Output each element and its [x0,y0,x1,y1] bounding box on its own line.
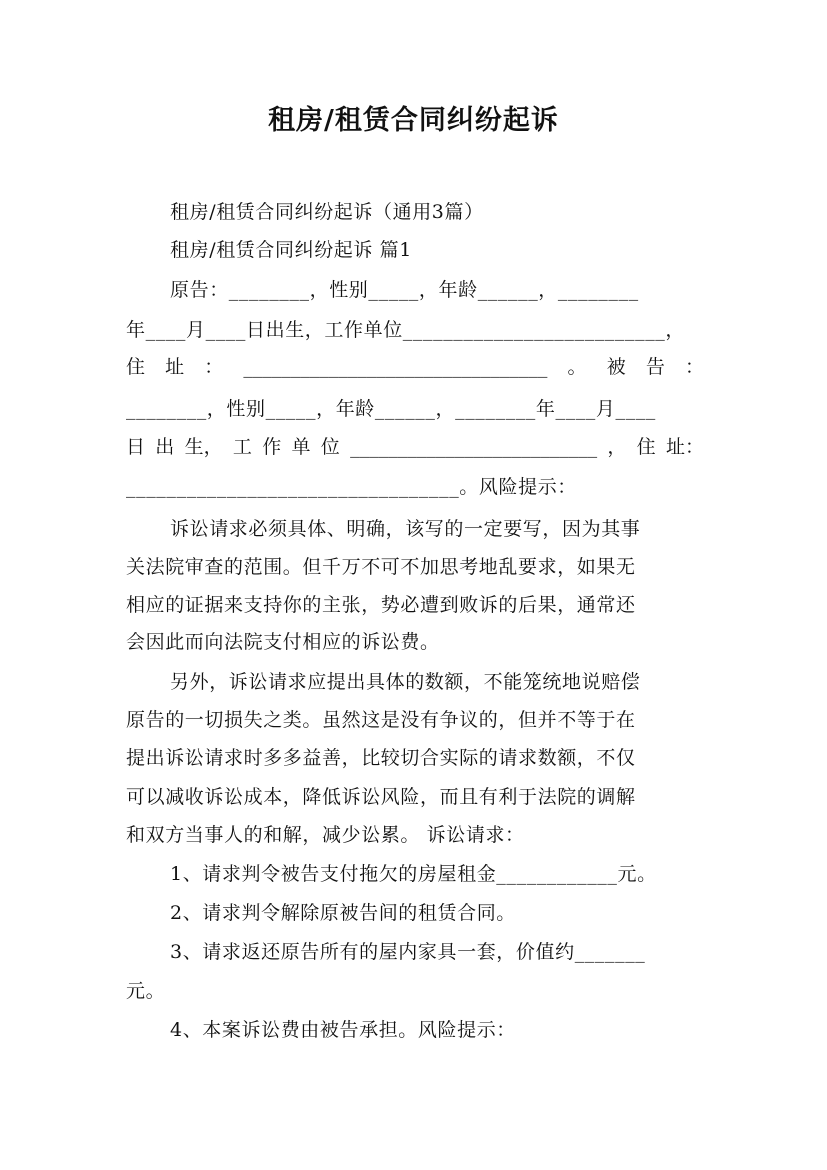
defendant-label: 被 [606,356,626,378]
address-label: 住 [126,356,146,378]
defendant-work-line: 日 出 生， 工 作 单 位 __________________________ ， 住 址： [126,436,704,458]
plaintiff-line: 原告：________，性别_____，年龄______，________ [170,279,639,301]
paragraph-line: 关法院审查的范围。但千万不可不加思考地乱要求，如果无 [126,556,636,578]
paragraph-line: 可以减收诉讼成本，降低诉讼风险，而且有利于法院的调解 [126,786,636,808]
paragraph-line: 和双方当事人的和解，减少讼累。 诉讼请求： [126,824,525,846]
claim-item-1: 1、请求判令被告支付拖欠的房屋租金____________元。 [170,863,657,885]
risk-tip-line: _________________________________。风险提示： [126,476,577,498]
claim-item-3: 3、请求返还原告所有的屋内家具一套，价值约_______ [170,941,646,963]
section-heading: 租房/租赁合同纠纷起诉 篇1 [170,239,412,261]
paragraph-line: 相应的证据来支持你的主张，势必遭到败诉的后果，通常还 [126,594,636,616]
paragraph-line: 原告的一切损失之类。虽然这是没有争议的，但并不等于在 [126,709,636,731]
address-blank: ________________________________ [243,356,548,378]
claim-item-3-cont: 元。 [126,980,166,1002]
paragraph-line: 提出诉讼请求时多多益善，比较切合实际的请求数额，不仅 [126,747,636,769]
address-line: 住 址 ： ________________________________ 。 被 告 ： [126,353,704,381]
document-title: 租房/租赁合同纠纷起诉 [268,105,559,136]
claim-item-4: 4、本案诉讼费由被告承担。风险提示： [170,1019,516,1041]
plaintiff-birth-line: 年____月____日出生，工作单位__________________________， [126,319,686,341]
defendant-line: ________，性别_____，年龄______，________年____月____ [126,398,656,420]
paragraph-line: 诉讼请求必须具体、明确，该写的一定要写，因为其事 [170,518,641,540]
subtitle-line: 租房/租赁合同纠纷起诉（通用3篇） [170,201,484,223]
claim-item-2: 2、请求判令解除原被告间的租赁合同。 [170,902,516,924]
paragraph-line: 另外，诉讼请求应提出具体的数额，不能笼统地说赔偿 [170,671,641,693]
paragraph-line: 会因此而向法院支付相应的诉讼费。 [126,631,440,653]
